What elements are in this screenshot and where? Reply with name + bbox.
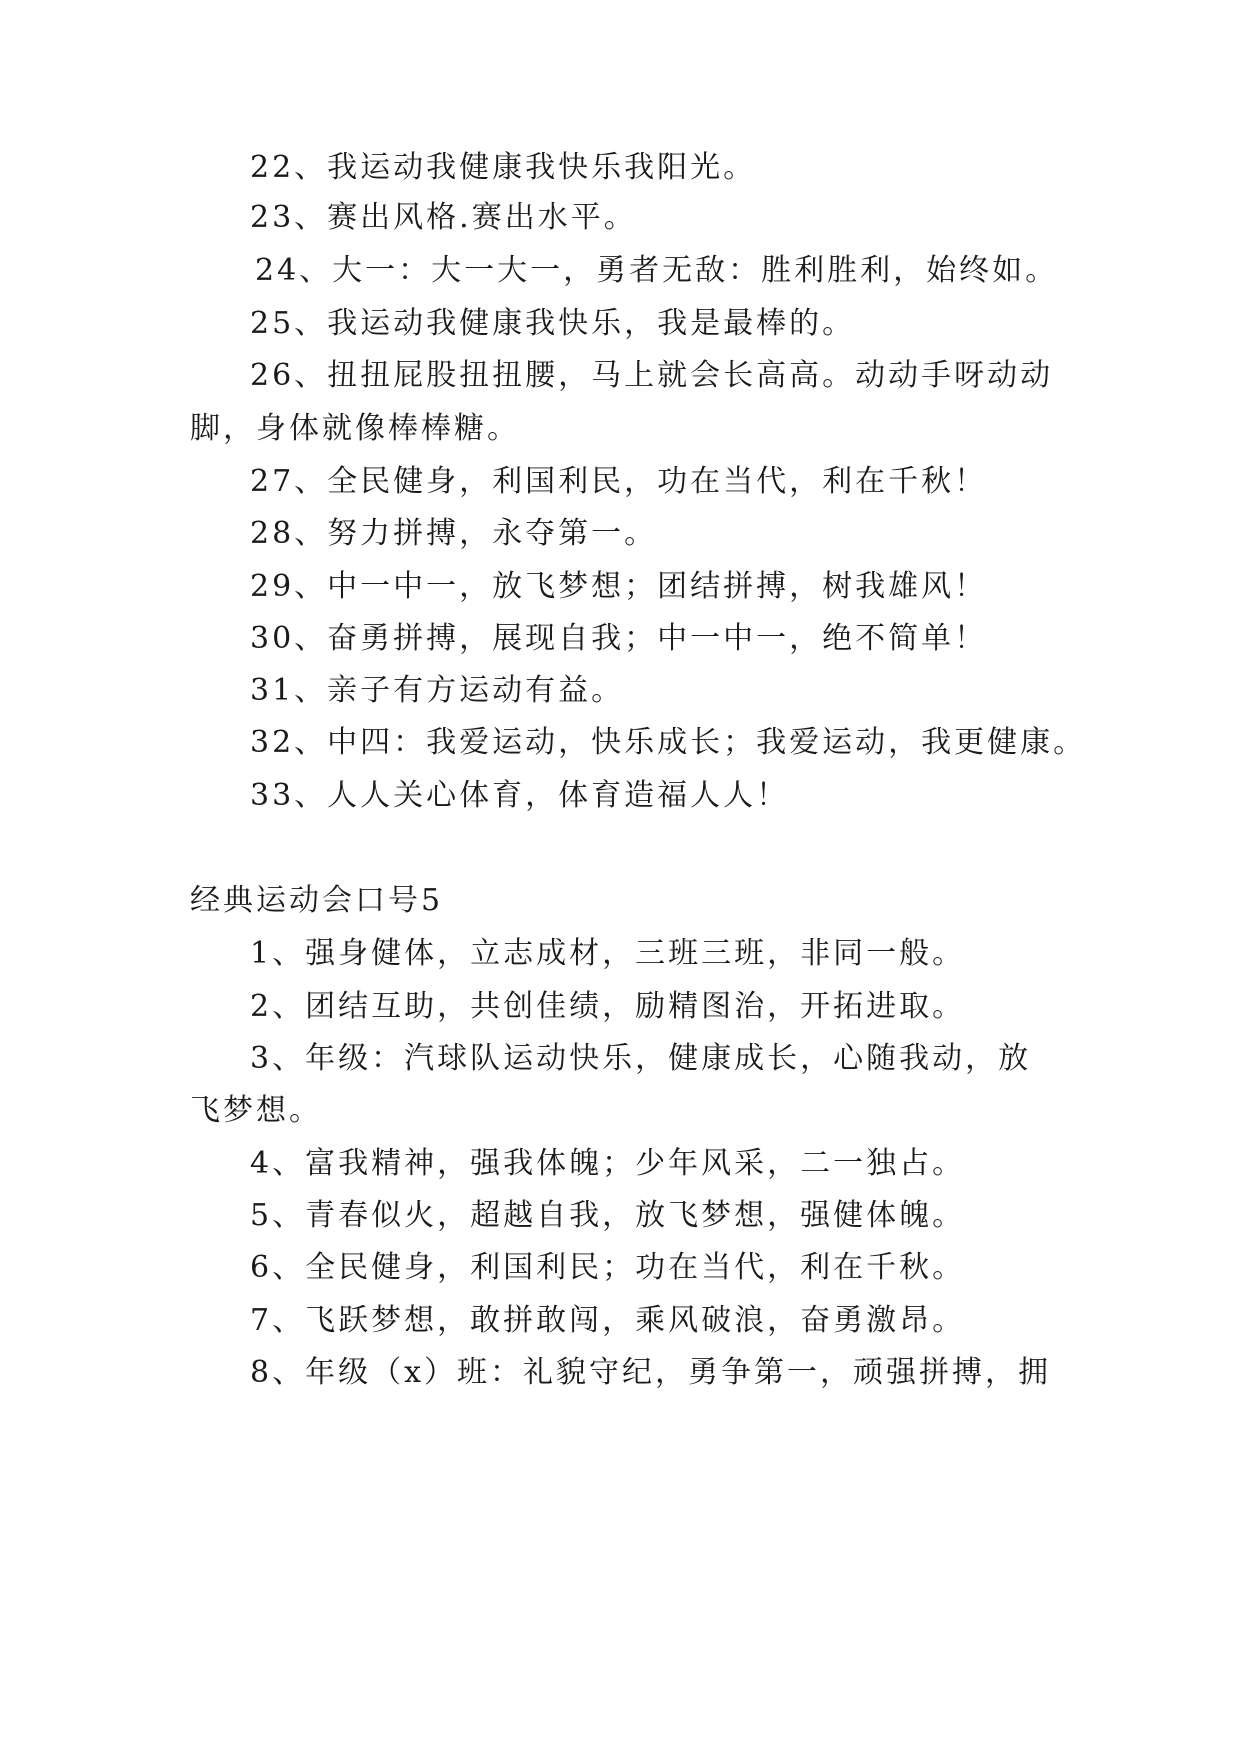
slogan-5-1: 1、强身健体，立志成材，三班三班，非同一般。 [250,936,966,971]
slogan-5-6: 6、全民健身，利国利民；功在当代，利在千秋。 [250,1250,966,1285]
slogan-25: 25、我运动我健康我快乐，我是最棒的。 [250,306,856,341]
slogan-33: 33、人人关心体育，体育造福人人！ [250,778,790,813]
slogan-26: 26、扭扭屁股扭扭腰，马上就会长高高。动动手呀动动 [250,358,1054,393]
slogan-5-3-continued: 飞梦想。 [190,1093,322,1128]
slogan-29: 29、中一中一，放飞梦想；团结拼搏，树我雄风！ [250,569,988,604]
slogan-5-8: 8、年级（x）班：礼貌守纪，勇争第一，顽强拼搏，拥 [250,1355,1052,1390]
slogan-30: 30、奋勇拼搏，展现自我；中一中一，绝不简单！ [250,621,988,656]
slogan-5-5: 5、青春似火，超越自我，放飞梦想，强健体魄。 [250,1198,966,1233]
slogan-5-3: 3、年级：汽球队运动快乐，健康成长，心随我动，放 [250,1041,1032,1076]
slogan-26-continued: 脚，身体就像棒棒糖。 [190,411,520,446]
slogan-5-2: 2、团结互助，共创佳绩，励精图治，开拓进取。 [250,989,966,1024]
slogan-5-4: 4、富我精神，强我体魄；少年风采，二一独占。 [250,1146,966,1181]
slogan-28: 28、努力拼搏，永夺第一。 [250,516,658,551]
slogan-23: 23、赛出风格.赛出水平。 [250,200,637,235]
slogan-32: 32、中四：我爱运动，快乐成长；我爱运动，我更健康。 [250,725,1087,760]
slogan-5-7: 7、飞跃梦想，敢拼敢闯，乘风破浪，奋勇激昂。 [250,1303,966,1338]
slogan-22: 22、我运动我健康我快乐我阳光。 [250,150,757,185]
slogan-27: 27、全民健身，利国利民，功在当代，利在千秋！ [250,464,988,499]
slogan-31: 31、亲子有方运动有益。 [250,673,625,708]
slogan-24: 24、大一：大一大一，勇者无敌：胜利胜利，始终如。 [255,253,1059,288]
section-heading: 经典运动会口号5 [190,883,444,918]
